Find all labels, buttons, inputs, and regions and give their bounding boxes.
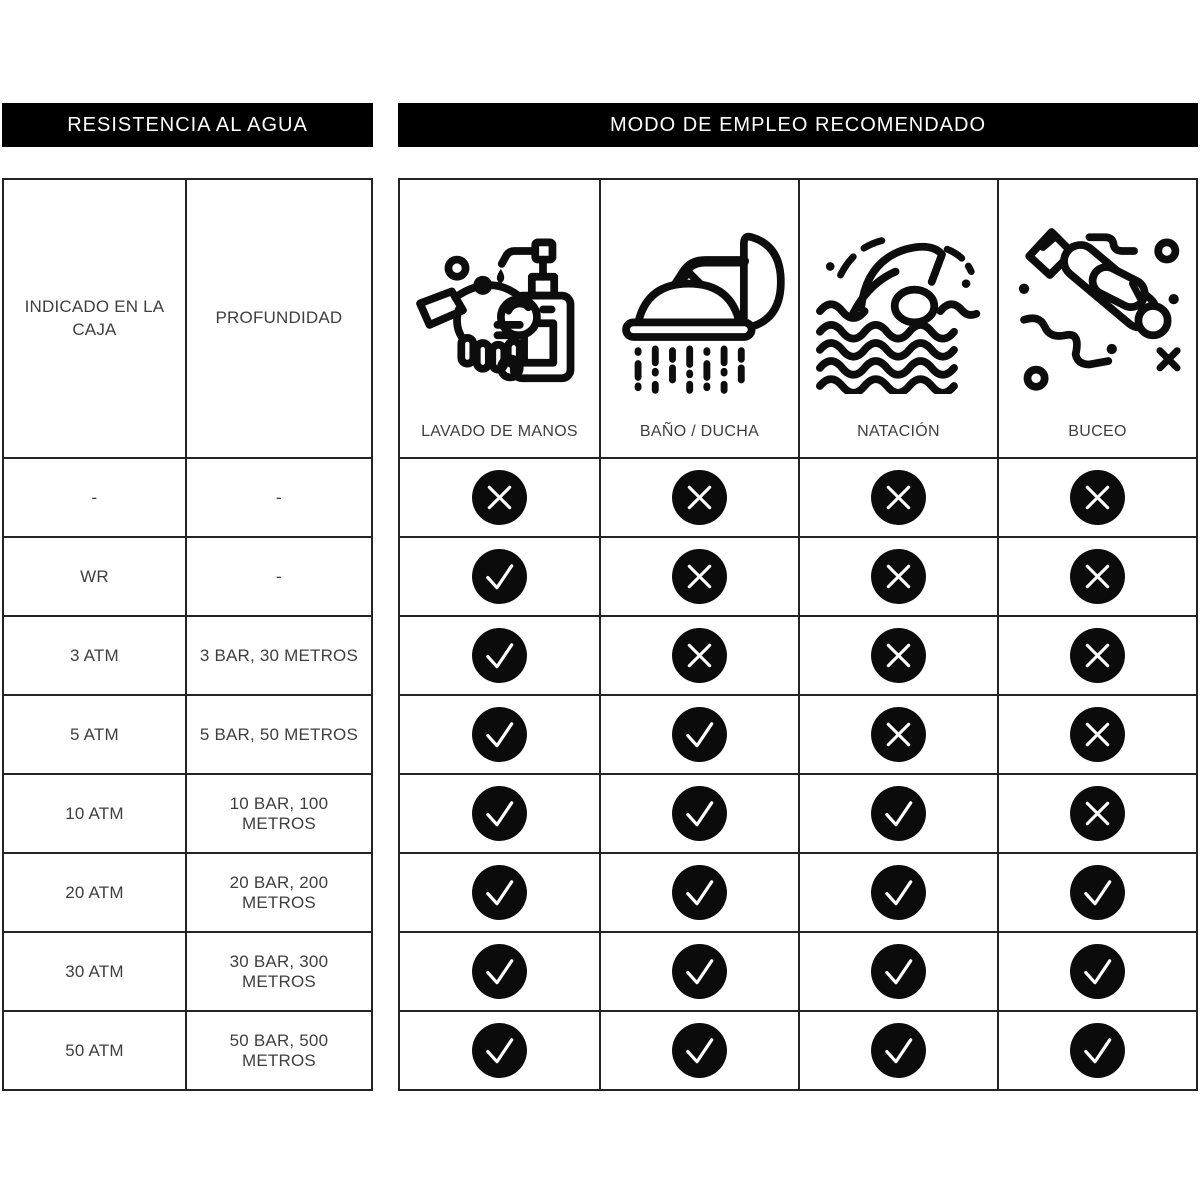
activities-header-row (400, 180, 1196, 457)
right-panel-title: MODO DE EMPLEO RECOMENDADO (609, 113, 987, 136)
resistance-row (4, 773, 371, 852)
usage-row (400, 773, 1196, 852)
resistance-table (2, 178, 373, 1091)
recommended-use-panel (398, 103, 1198, 1091)
shower-icon-wrap (614, 180, 786, 423)
swimming-icon (813, 218, 985, 394)
left-title-bar (2, 103, 373, 147)
cross-mark-cell (798, 536, 997, 615)
check-mark-cell (798, 852, 997, 931)
usage-row (400, 931, 1196, 1010)
usage-row (400, 615, 1196, 694)
check-mark-icon (870, 785, 927, 842)
box-marking-cell: 20 ATM (4, 852, 185, 931)
check-mark-icon (1069, 943, 1126, 1000)
cross-mark-icon (870, 548, 927, 605)
cross-mark-cell (599, 457, 798, 536)
right-title-bar (398, 103, 1198, 147)
activity-header-swimming (798, 180, 997, 457)
depth-cell: 20 BAR, 200 METROS (185, 852, 371, 931)
check-mark-cell (400, 694, 599, 773)
box-marking-cell: 30 ATM (4, 931, 185, 1010)
cross-mark-icon (1069, 548, 1126, 605)
box-marking-cell: 10 ATM (4, 773, 185, 852)
check-mark-cell (599, 694, 798, 773)
resistance-row (4, 615, 371, 694)
check-mark-cell (798, 931, 997, 1010)
shower-icon (614, 218, 786, 394)
activity-header-shower (599, 180, 798, 457)
cross-mark-cell (997, 536, 1196, 615)
check-mark-cell (400, 931, 599, 1010)
cross-mark-icon (870, 469, 927, 526)
check-mark-icon (671, 785, 728, 842)
box-marking-cell: WR (4, 536, 185, 615)
cross-mark-cell (798, 615, 997, 694)
check-mark-icon (471, 627, 528, 684)
check-mark-icon (870, 864, 927, 921)
check-mark-cell (798, 1010, 997, 1089)
diving-icon-wrap (1012, 180, 1184, 423)
check-mark-icon (471, 864, 528, 921)
check-mark-icon (671, 1022, 728, 1079)
cross-mark-cell (997, 773, 1196, 852)
column-header-profundidad: PROFUNDIDAD (185, 180, 371, 457)
depth-cell: - (185, 457, 371, 536)
resistance-row (4, 457, 371, 536)
check-mark-icon (471, 1022, 528, 1079)
activity-label-swimming: NATACIÓN (857, 423, 940, 440)
check-mark-cell (997, 1010, 1196, 1089)
resistance-row (4, 852, 371, 931)
hand-washing-icon (414, 218, 586, 394)
check-mark-icon (870, 1022, 927, 1079)
usage-row (400, 457, 1196, 536)
activity-label-shower: BAÑO / DUCHA (639, 423, 760, 440)
hand-washing-icon-wrap (414, 180, 586, 423)
cross-mark-icon (870, 627, 927, 684)
resistance-row (4, 694, 371, 773)
usage-row (400, 1010, 1196, 1089)
cross-mark-cell (599, 536, 798, 615)
box-marking-cell: 50 ATM (4, 1010, 185, 1089)
depth-cell: 3 BAR, 30 METROS (185, 615, 371, 694)
check-mark-cell (599, 852, 798, 931)
check-mark-icon (471, 943, 528, 1000)
depth-cell: - (185, 536, 371, 615)
swimming-icon-wrap (813, 180, 985, 423)
activity-label-hand-washing: LAVADO DE MANOS (421, 423, 578, 440)
box-marking-cell: 5 ATM (4, 694, 185, 773)
usage-row (400, 694, 1196, 773)
check-mark-cell (400, 615, 599, 694)
cross-mark-cell (798, 457, 997, 536)
cross-mark-icon (671, 548, 728, 605)
activity-header-diving (997, 180, 1196, 457)
cross-mark-icon (1069, 706, 1126, 763)
box-marking-cell: - (4, 457, 185, 536)
cross-mark-cell (997, 457, 1196, 536)
check-mark-cell (997, 931, 1196, 1010)
usage-table (398, 178, 1198, 1091)
check-mark-cell (400, 852, 599, 931)
cross-mark-icon (671, 469, 728, 526)
box-marking-cell: 3 ATM (4, 615, 185, 694)
resistance-row (4, 931, 371, 1010)
cross-mark-cell (599, 615, 798, 694)
diving-icon (1012, 218, 1184, 394)
check-mark-cell (400, 1010, 599, 1089)
activity-header-hand-washing (400, 180, 599, 457)
check-mark-cell (798, 773, 997, 852)
cross-mark-icon (870, 706, 927, 763)
usage-row (400, 536, 1196, 615)
depth-cell: 10 BAR, 100 METROS (185, 773, 371, 852)
depth-cell: 50 BAR, 500 METROS (185, 1010, 371, 1089)
cross-mark-cell (798, 694, 997, 773)
depth-cell: 30 BAR, 300 METROS (185, 931, 371, 1010)
check-mark-icon (1069, 1022, 1126, 1079)
check-mark-cell (400, 536, 599, 615)
column-header-caja: INDICADO EN LA CAJA (24, 296, 165, 339)
check-mark-icon (671, 943, 728, 1000)
left-panel-title: RESISTENCIA AL AGUA (67, 113, 308, 136)
check-mark-icon (1069, 864, 1126, 921)
check-mark-cell (599, 1010, 798, 1089)
cross-mark-cell (400, 457, 599, 536)
cross-mark-cell (997, 615, 1196, 694)
resistance-row (4, 536, 371, 615)
check-mark-icon (671, 864, 728, 921)
check-mark-icon (870, 943, 927, 1000)
check-mark-cell (599, 931, 798, 1010)
check-mark-icon (471, 706, 528, 763)
cross-mark-icon (1069, 627, 1126, 684)
depth-cell: 5 BAR, 50 METROS (185, 694, 371, 773)
check-mark-cell (997, 852, 1196, 931)
usage-row (400, 852, 1196, 931)
check-mark-cell (400, 773, 599, 852)
water-resistance-panel (2, 103, 373, 1091)
cross-mark-icon (1069, 469, 1126, 526)
cross-mark-icon (1069, 785, 1126, 842)
cross-mark-icon (671, 627, 728, 684)
cross-mark-icon (471, 469, 528, 526)
check-mark-icon (471, 548, 528, 605)
check-mark-icon (671, 706, 728, 763)
resistance-header-row (4, 180, 371, 457)
check-mark-icon (471, 785, 528, 842)
resistance-row (4, 1010, 371, 1089)
cross-mark-cell (997, 694, 1196, 773)
check-mark-cell (599, 773, 798, 852)
activity-label-diving: BUCEO (1068, 423, 1127, 440)
